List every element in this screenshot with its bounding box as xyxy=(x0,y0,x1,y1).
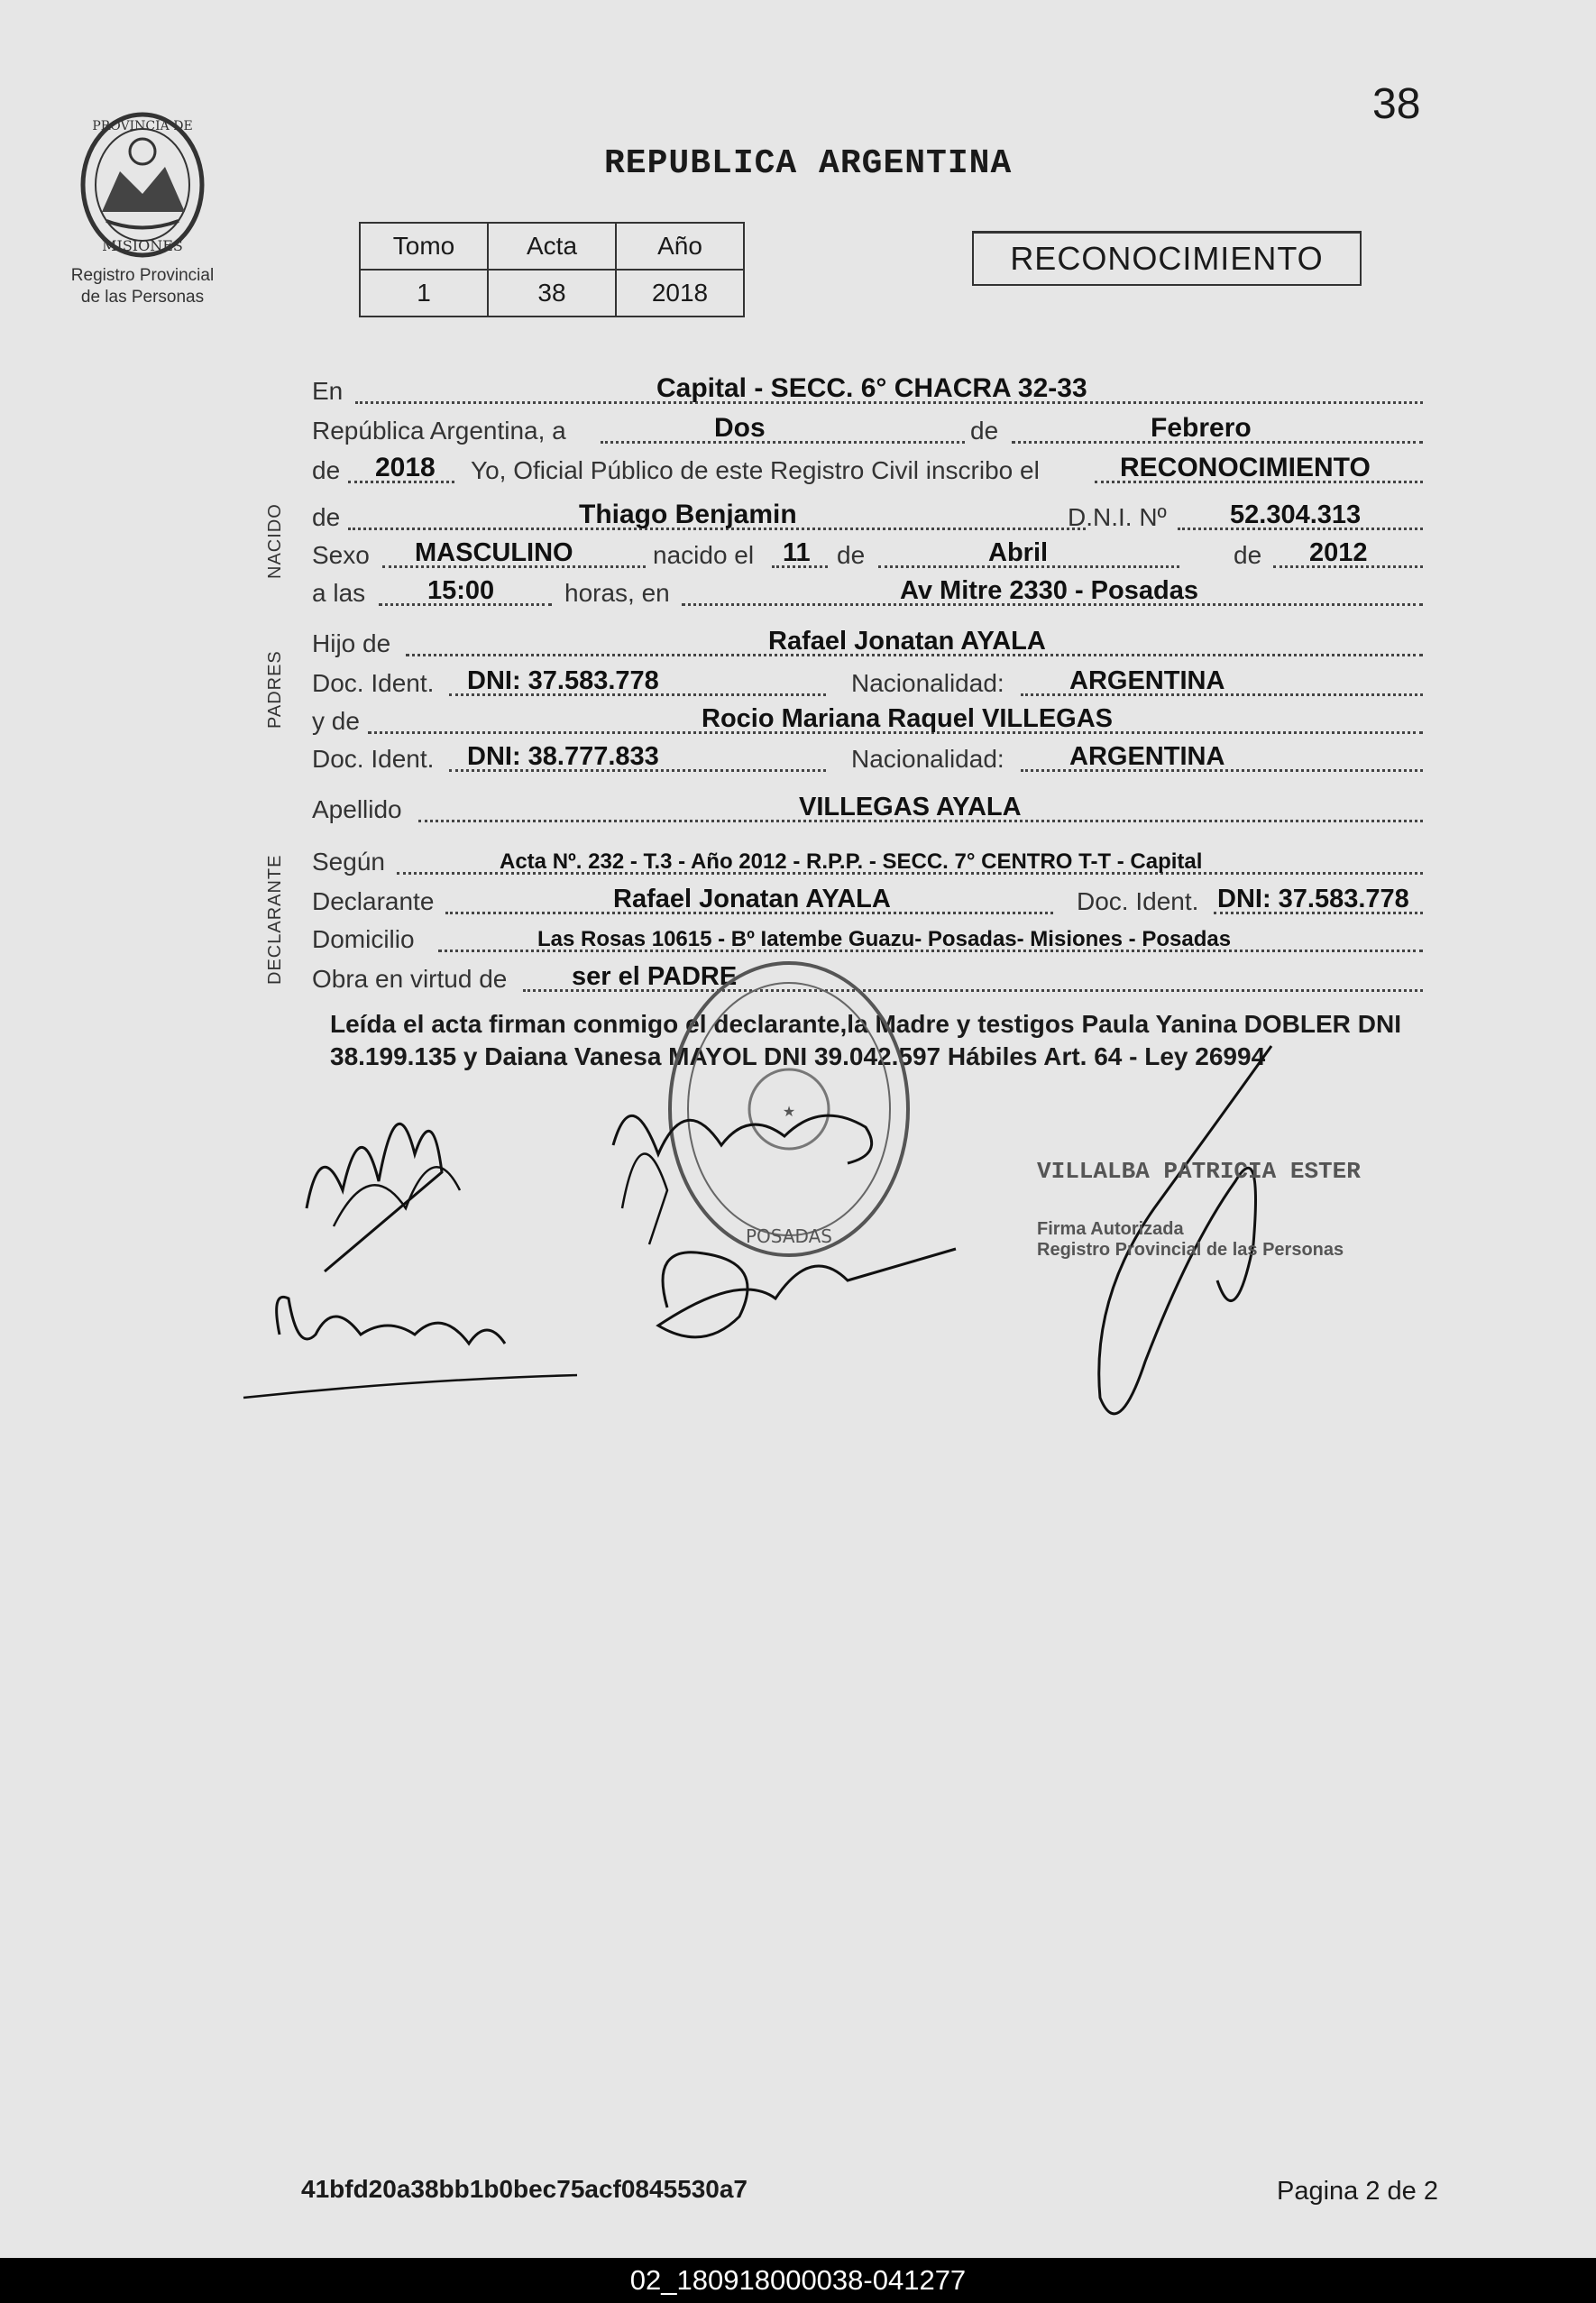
field-republica: República Argentina, a Dos de Febrero xyxy=(312,411,1423,449)
acta-value: 38 xyxy=(488,270,616,317)
signatures xyxy=(234,974,1407,1443)
field-obra: Obra en virtud de ser el PADRE xyxy=(312,959,1423,997)
field-y-de: y de Rocio Mariana Raquel VILLEGAS xyxy=(312,702,1423,739)
provincial-seal-icon xyxy=(75,108,210,261)
field-hijo-de: Hijo de Rafael Jonatan AYALA xyxy=(312,624,1423,662)
document-hash: 41bfd20a38bb1b0bec75acf0845530a7 xyxy=(301,2175,748,2203)
side-label-nacido: NACIDO xyxy=(265,503,285,579)
registry-name: Registro Provincial de las Personas xyxy=(70,266,215,307)
registry-logo xyxy=(52,108,233,308)
reference-table xyxy=(359,222,745,317)
tomo-header: Tomo xyxy=(360,223,488,270)
page-number: 38 xyxy=(1372,80,1421,128)
official-role-stamp: Firma Autorizada Registro Provincial de las Personas xyxy=(1037,1219,1344,1260)
field-nombre: de Thiago Benjamin D.N.I. Nº 52.304.313 xyxy=(312,498,1423,536)
field-declarante: Declarante Rafael Jonatan AYALA Doc. Ident. DNI: 37.583.778 xyxy=(312,882,1423,920)
ano-header: Año xyxy=(616,223,744,270)
field-year-inscribo: de 2018 Yo, Oficial Público de este Registro Civil inscribo el RECONOCIMIENTO xyxy=(312,451,1423,489)
tomo-value: 1 xyxy=(360,270,488,317)
file-name-bar: 02_180918000038-041277 xyxy=(0,2258,1596,2303)
svg-text:MISIONES: MISIONES xyxy=(102,237,183,254)
side-label-padres: PADRES xyxy=(265,650,285,729)
field-en: En Capital - SECC. 6° CHACRA 32-33 xyxy=(312,372,1423,409)
closing-statement: Leída el acta firman conmigo el declarante,la Madre y testigos Paula Yanina DOBLER DNI 38.199.135 y Daiana Vanesa MAYOL DNI 39.042.597 Hábiles Art. 64 - Ley 26994 xyxy=(330,1010,1401,1070)
field-doc-padre: Doc. Ident. DNI: 37.583.778 Nacionalidad: ARGENTINA xyxy=(312,664,1423,702)
ano-value: 2018 xyxy=(616,270,744,317)
official-name-stamp: VILLALBA PATRICIA ESTER xyxy=(1037,1158,1361,1185)
field-apellido: Apellido VILLEGAS AYALA xyxy=(312,790,1423,828)
field-domicilio: Domicilio Las Rosas 10615 - Bº Iatembe Guazu- Posadas- Misiones - Posadas xyxy=(312,920,1423,958)
document-title: REPUBLICA ARGENTINA xyxy=(604,144,1013,183)
field-hora: a las 15:00 horas, en Av Mitre 2330 - Posadas xyxy=(312,573,1423,611)
act-type-box: RECONOCIMIENTO xyxy=(972,231,1362,286)
svg-text:★: ★ xyxy=(782,1103,796,1120)
svg-text:POSADAS: POSADAS xyxy=(746,1225,832,1247)
page-indicator: Pagina 2 de 2 xyxy=(1277,2177,1438,2206)
acta-header: Acta xyxy=(488,223,616,270)
field-doc-madre: Doc. Ident. DNI: 38.777.833 Nacionalidad: ARGENTINA xyxy=(312,739,1423,777)
side-label-declarante: DECLARANTE xyxy=(265,854,285,985)
field-sexo: Sexo MASCULINO nacido el 11 de Abril de 2012 xyxy=(312,536,1423,573)
field-segun: Según Acta Nº. 232 - T.3 - Año 2012 - R.P.P. - SECC. 7° CENTRO T-T - Capital xyxy=(312,842,1423,880)
svg-text:PROVINCIA DE: PROVINCIA DE xyxy=(92,119,193,133)
